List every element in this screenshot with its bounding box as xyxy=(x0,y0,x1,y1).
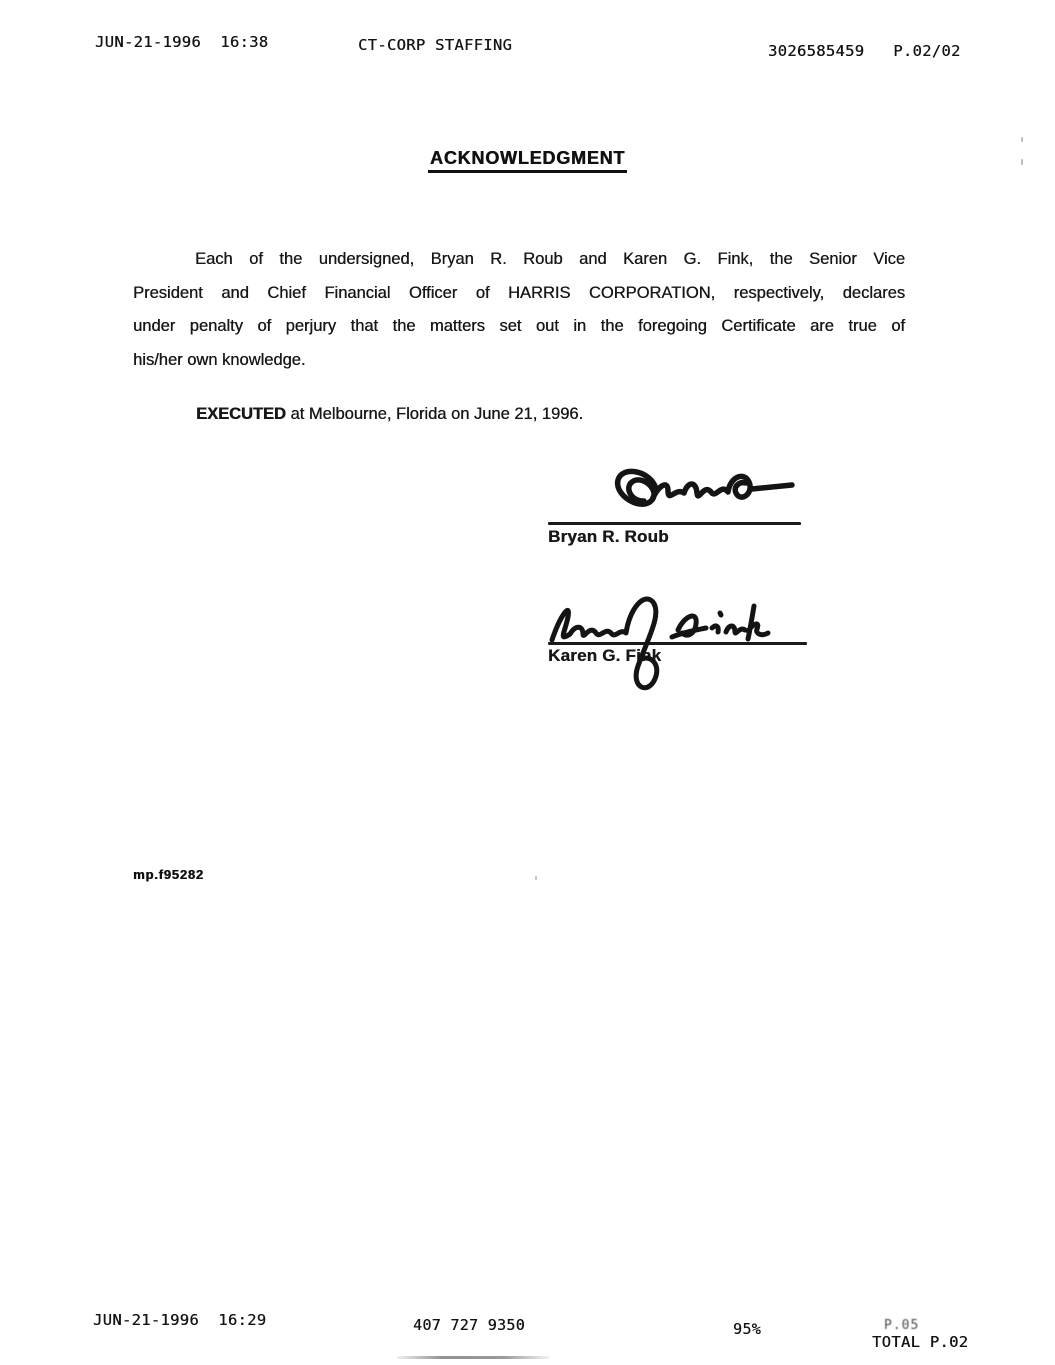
executed-line xyxy=(196,405,583,424)
executed-word: EXECUTED xyxy=(196,405,286,423)
document-title: ACKNOWLEDGMENT xyxy=(428,148,627,173)
signature-karen-fink-icon xyxy=(544,586,784,700)
fax-header-station: CT-CORP STAFFING xyxy=(358,36,513,54)
paragraph-line: President and Chief Financial Officer of HARRIS CORPORATION, respectively, declares xyxy=(133,283,905,302)
scan-smudge-line xyxy=(397,1356,549,1359)
scan-artifact xyxy=(535,876,537,880)
paragraph-line: his/her own knowledge. xyxy=(133,350,306,369)
signature-bryan-roub-icon xyxy=(598,464,810,524)
signature-block-bryan-roub xyxy=(548,462,810,592)
fax-footer-quality: 95% xyxy=(733,1320,761,1338)
paragraph-line: Each of the undersigned, Bryan R. Roub and Karen G. Fink, the Senior Vice xyxy=(195,250,905,268)
fax-footer-total: TOTAL P.02 xyxy=(872,1333,969,1351)
title-row xyxy=(0,148,1055,173)
fax-header-datetime: JUN-21-1996 16:38 xyxy=(95,33,269,51)
fax-footer-faint-page: P.05 xyxy=(884,1318,920,1333)
fax-footer-phone: 407 727 9350 xyxy=(413,1316,525,1334)
fax-footer-datetime: JUN-21-1996 16:29 xyxy=(93,1311,267,1329)
executed-rest: at Melbourne, Florida on June 21, 1996. xyxy=(285,405,584,423)
scan-artifact xyxy=(1021,137,1023,142)
fax-header-number-page: 3026585459 P.02/02 xyxy=(768,42,961,60)
paragraph-line: under penalty of perjury that the matters set out in the foregoing Certificate are true of xyxy=(133,317,905,335)
signature-block-karen-fink xyxy=(548,584,810,714)
signatory-name: Karen G. Fink xyxy=(548,646,662,665)
document-reference: mp.f95282 xyxy=(133,867,204,882)
signatory-name: Bryan R. Roub xyxy=(548,527,669,546)
scan-artifact xyxy=(1021,159,1023,165)
body-paragraph xyxy=(133,243,905,377)
